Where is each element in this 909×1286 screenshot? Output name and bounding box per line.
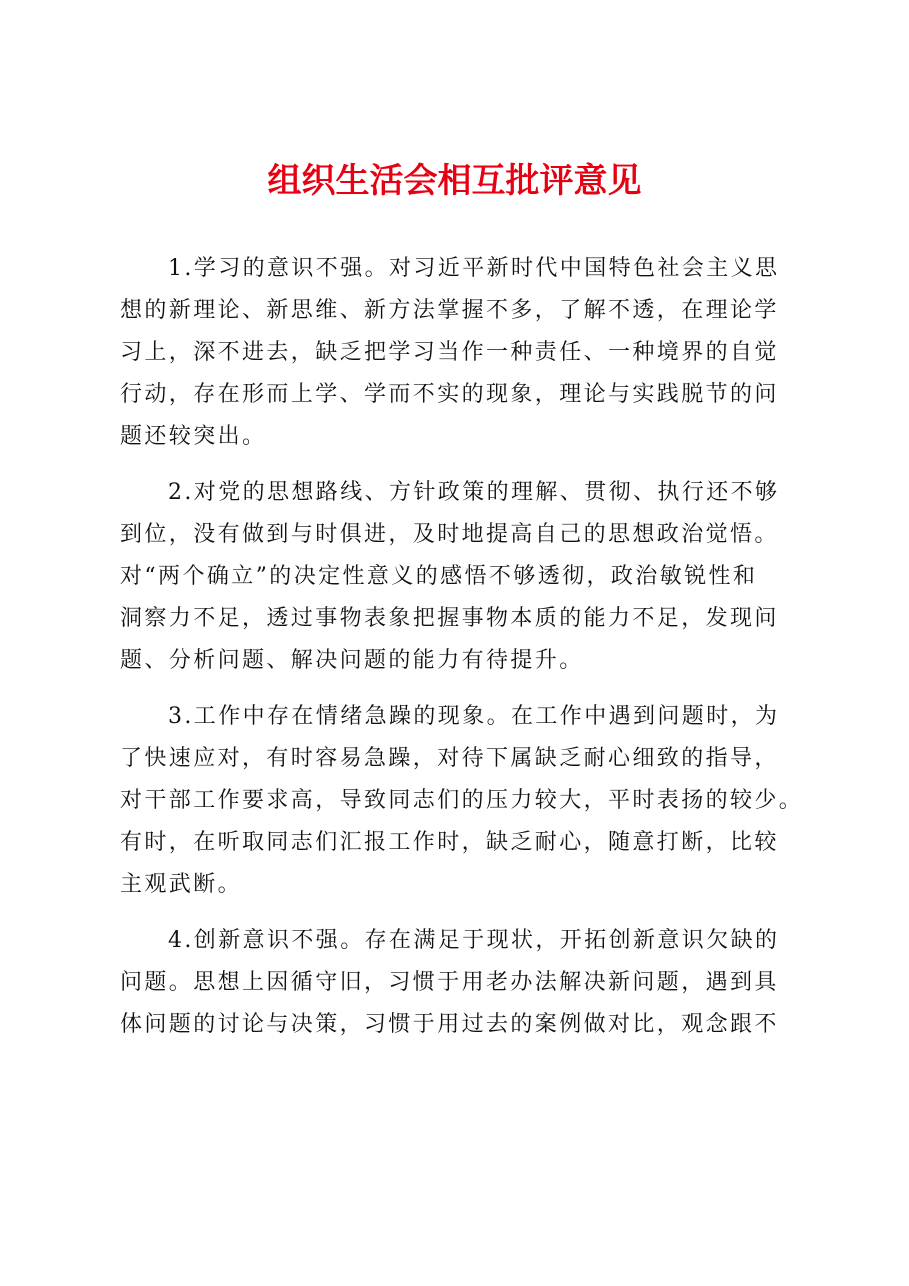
document-body — [120, 248, 810, 1060]
paragraph-line: 行动，存在形而上学、学而不实的现象，理论与实践脱节的问 — [120, 382, 779, 407]
paragraph-line: 4.创新意识不强。存在满足于现状，开拓创新意识欠缺的 — [168, 928, 780, 953]
paragraph-line: 1.学习的意识不强。对习近平新时代中国特色社会主义思 — [168, 256, 780, 281]
paragraph-line: 洞察力不足，透过事物表象把握事物本质的能力不足，发现问 — [120, 606, 779, 631]
paragraph-2 — [120, 472, 810, 682]
paragraph-line: 2.对党的思想路线、方针政策的理解、贯彻、执行还不够 — [168, 480, 780, 505]
paragraph-line: 题、分析问题、解决问题的能力有待提升。 — [120, 648, 584, 673]
paragraph-line: 有时，在听取同志们汇报工作时，缺乏耐心，随意打断，比较 — [120, 830, 779, 855]
paragraph-line: 3.工作中存在情绪急躁的现象。在工作中遇到问题时，为 — [168, 704, 780, 729]
paragraph-4 — [120, 920, 810, 1046]
paragraph-line: 主观武断。 — [120, 872, 243, 897]
paragraph-line: 想的新理论、新思维、新方法掌握不多，了解不透，在理论学 — [120, 298, 779, 323]
paragraph-line: 问题。思想上因循守旧，习惯于用老办法解决新问题，遇到具 — [120, 970, 779, 995]
paragraph-1 — [120, 248, 810, 458]
paragraph-line: 到位，没有做到与时俱进，及时地提高自己的思想政治觉悟。 — [120, 522, 779, 547]
paragraph-3 — [120, 696, 810, 906]
paragraph-line: 题还较突出。 — [120, 424, 267, 449]
paragraph-line: 了快速应对，有时容易急躁，对待下属缺乏耐心细致的指导， — [120, 746, 779, 771]
paragraph-line: 对“两个确立”的决定性意义的感悟不够透彻，政治敏锐性和 — [120, 564, 758, 589]
paragraph-line: 体问题的讨论与决策，习惯于用过去的案例做对比，观念跟不 — [120, 1012, 779, 1037]
paragraph-line: 对干部工作要求高，导致同志们的压力较大，平时表扬的较少。 — [120, 788, 804, 813]
paragraph-line: 习上，深不进去，缺乏把学习当作一种责任、一种境界的自觉 — [120, 340, 779, 365]
document-title: 组织生活会相互批评意见 — [267, 161, 642, 201]
